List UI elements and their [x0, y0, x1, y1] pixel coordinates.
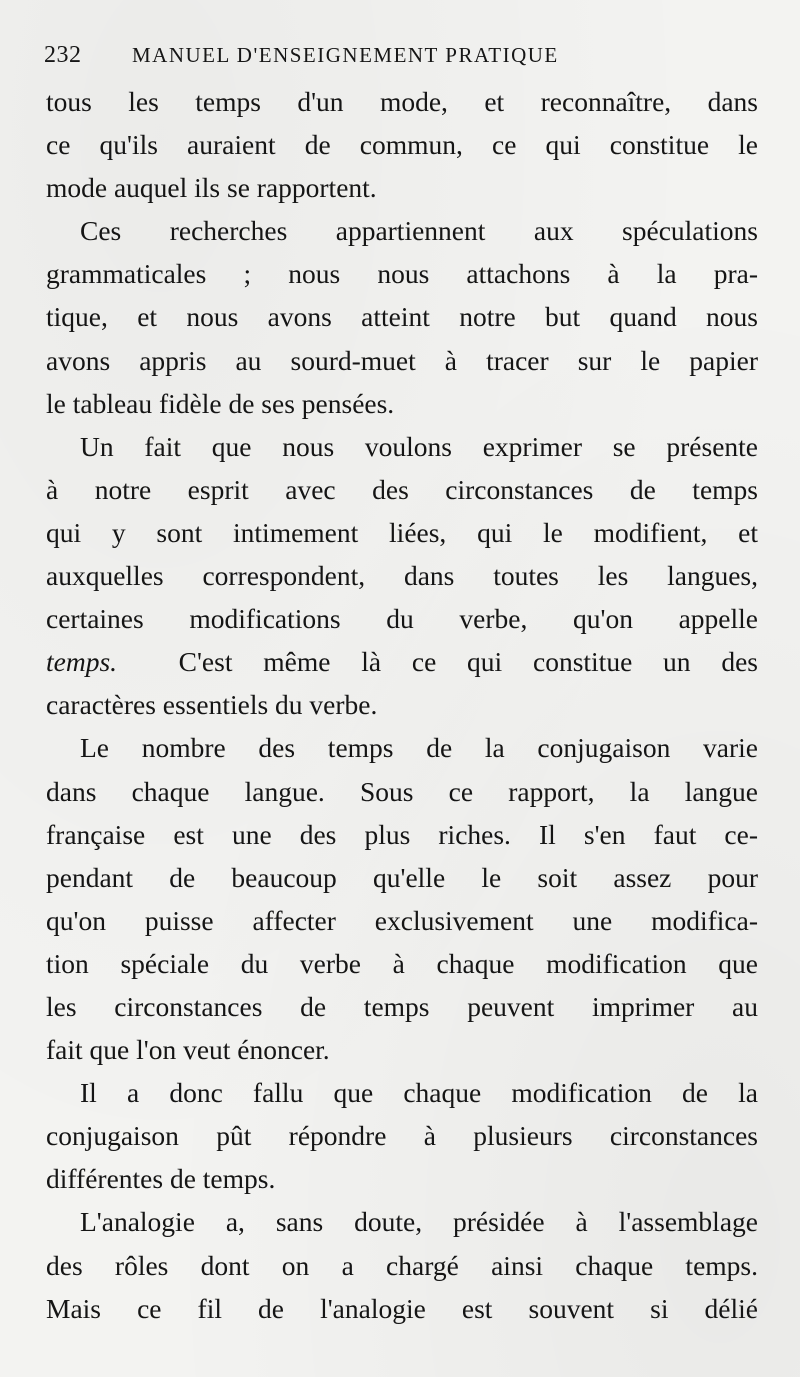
text-line: Un fait que nous voulons exprimer se présente	[80, 430, 758, 462]
paragraph-1	[46, 80, 758, 209]
text-line: mode auquel ils se rapportent.	[46, 172, 377, 204]
text-line: pendant de beaucoup qu'elle le soit assez pour	[46, 861, 758, 893]
text-line: qu'on puisse affecter exclusivement une modifica-	[46, 904, 758, 936]
text-line: dans chaque langue. Sous ce rapport, la langue	[46, 775, 758, 807]
page-number: 232	[44, 42, 82, 68]
text-line: ce qu'ils auraient de commun, ce qui constitue le	[46, 129, 758, 161]
page-header	[44, 42, 684, 76]
paragraph-5	[46, 1071, 758, 1200]
running-title: MANUEL D'ENSEIGNEMENT PRATIQUE	[132, 43, 559, 67]
text-line: des rôles dont on a chargé ainsi chaque temps.	[46, 1249, 758, 1281]
text-line	[46, 640, 758, 683]
text-span: C'est même là ce qui constitue un des	[178, 646, 758, 678]
text-line: Ces recherches appartiennent aux spéculations	[80, 215, 758, 247]
text-line: qui y sont intimement liées, qui le modifient, et	[46, 516, 758, 548]
paragraph-3	[46, 425, 758, 727]
text-line: grammaticales ; nous nous attachons à la pra-	[46, 258, 758, 290]
italic-word: temps.	[46, 646, 118, 678]
text-line: L'analogie a, sans doute, présidée à l'assemblage	[80, 1206, 758, 1238]
text-line: fait que l'on veut énoncer.	[46, 1034, 330, 1066]
text-line: à notre esprit avec des circonstances de temps	[46, 473, 758, 505]
text-line: caractères essentiels du verbe.	[46, 689, 378, 721]
body-text	[46, 80, 758, 1330]
paragraph-6	[46, 1200, 758, 1329]
text-line: Il a donc fallu que chaque modification de la	[80, 1077, 758, 1109]
text-line: tous les temps d'un mode, et reconnaître, dans	[46, 86, 758, 117]
text-line: auxquelles correspondent, dans toutes les langues,	[46, 560, 758, 592]
text-line: certaines modifications du verbe, qu'on appelle	[46, 603, 758, 635]
text-line: Le nombre des temps de la conjugaison varie	[80, 732, 758, 764]
text-line: avons appris au sourd-muet à tracer sur le papier	[46, 344, 758, 376]
paragraph-2	[46, 209, 758, 424]
text-line: le tableau fidèle de ses pensées.	[46, 387, 395, 419]
text-line: différentes de temps.	[46, 1163, 276, 1195]
text-line: française est une des plus riches. Il s'en faut ce-	[46, 818, 758, 850]
text-line: les circonstances de temps peuvent imprimer au	[46, 990, 758, 1022]
text-line: tion spéciale du verbe à chaque modification que	[46, 947, 758, 979]
paragraph-4	[46, 726, 758, 1071]
text-line: Mais ce fil de l'analogie est souvent si délié	[46, 1292, 758, 1324]
text-line: tique, et nous avons atteint notre but quand nous	[46, 301, 758, 333]
text-line: conjugaison pût répondre à plusieurs circonstances	[46, 1120, 758, 1152]
